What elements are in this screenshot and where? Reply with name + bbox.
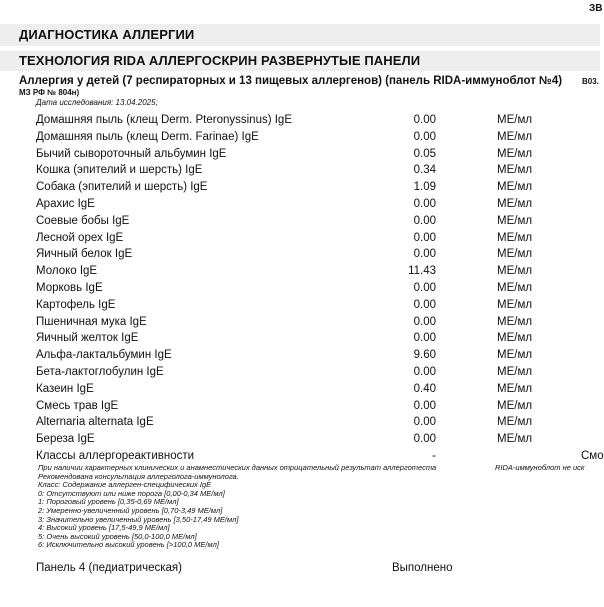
allergen-name: Пшеничная мука IgE <box>36 315 147 328</box>
table-row <box>0 297 600 314</box>
allergen-name: Береза IgE <box>36 433 95 446</box>
result-unit: МЕ/мл <box>497 399 533 412</box>
table-row <box>0 146 600 163</box>
table-row <box>0 112 600 129</box>
result-value: 0.40 <box>413 382 436 395</box>
table-row <box>0 129 600 146</box>
table-row <box>0 431 600 448</box>
allergen-name: Яичный желток IgE <box>36 332 139 345</box>
section-subtitle: ТЕХНОЛОГИЯ RIDA АЛЛЕРГОСКРИН РАЗВЕРНУТЫЕ ПАНЕЛИ <box>19 53 421 68</box>
result-unit: МЕ/мл <box>497 382 533 395</box>
study-date: Дата исследования: 13.04.2025; <box>36 98 158 107</box>
allergen-name: Альфа-лактальбумин IgE <box>36 349 172 362</box>
result-unit: МЕ/мл <box>497 181 533 194</box>
allergen-name: Арахис IgE <box>36 197 95 210</box>
note-line: 3: Значительно увеличенный уровень [3,50-17,49 МЕ/мл] <box>38 514 239 524</box>
result-value: 11.43 <box>408 265 436 278</box>
allergen-name: Кошка (эпителий и шерсть) IgE <box>36 164 203 177</box>
result-unit: МЕ/мл <box>497 130 533 143</box>
note-line: Рекомендована консультация аллерголога-иммунолога. <box>38 471 239 481</box>
note-line: 6: Исключительно высокий уровень [>100,0 МЕ/мл] <box>38 540 219 550</box>
table-row <box>0 364 600 381</box>
result-unit: МЕ/мл <box>497 332 533 345</box>
note-line: 5: Очень высокий уровень [50,0-100,0 МЕ/мл] <box>38 531 197 541</box>
allergen-name: Молоко IgE <box>36 265 98 278</box>
result-value: 0.00 <box>413 315 436 328</box>
table-row <box>0 230 600 247</box>
panel-status-label: Панель 4 (педиатрическая) <box>36 562 182 574</box>
result-value: 0.00 <box>413 214 436 227</box>
classes-extra: Смо <box>581 449 604 462</box>
allergen-name: Морковь IgE <box>36 281 103 294</box>
panel-status-row <box>36 562 600 574</box>
panel-code: В03. <box>582 77 599 86</box>
note-line: 0: Отсутствуют или ниже порога [0,00-0,34 МЕ/мл] <box>38 488 225 498</box>
panel-subtitle: МЗ РФ № 804н) <box>19 88 80 97</box>
result-value: 0.00 <box>413 399 436 412</box>
result-unit: МЕ/мл <box>497 164 533 177</box>
corner-label: ЗВ <box>589 3 603 14</box>
result-unit: МЕ/мл <box>497 248 533 261</box>
result-unit: МЕ/мл <box>497 416 533 429</box>
table-row <box>0 213 600 230</box>
classes-value: - <box>432 449 436 462</box>
result-unit: МЕ/мл <box>497 265 533 278</box>
allergen-name: Alternaria alternata IgE <box>36 416 154 429</box>
result-unit: МЕ/мл <box>497 147 533 160</box>
allergen-name: Картофель IgE <box>36 298 116 311</box>
result-unit: МЕ/мл <box>497 315 533 328</box>
result-value: 0.00 <box>413 114 436 126</box>
note-line: 2: Умеренно-увеличенный уровень [0,70-3,49 МЕ/мл] <box>38 505 223 515</box>
note-line: Класс: Содержание аллерген-специфических IgE <box>38 480 212 490</box>
table-row <box>0 162 600 179</box>
table-row <box>0 398 600 415</box>
result-value: 0.00 <box>413 231 436 244</box>
note-line: 4: Высокий уровень [17,5-49,9 МЕ/мл] <box>38 523 170 533</box>
allergen-name: Домашняя пыль (клещ Derm. Pteronyssinus) IgE <box>36 114 292 126</box>
allergen-name: Соевые бобы IgE <box>36 214 130 227</box>
result-unit: МЕ/мл <box>497 298 533 311</box>
panel-title: Аллергия у детей (7 респираторных и 13 пищевых аллергенов) (панель RIDA-иммуноблот №4) <box>19 75 563 87</box>
allergen-name: Домашняя пыль (клещ Derm. Farinae) IgE <box>36 130 259 143</box>
result-value: 0.00 <box>413 197 436 210</box>
panel-status-value: Выполнено <box>392 562 453 574</box>
result-value: 0.00 <box>413 281 436 294</box>
section-title: ДИАГНОСТИКА АЛЛЕРГИИ <box>19 27 195 42</box>
result-value: 0.00 <box>413 433 436 446</box>
result-value: 0.34 <box>413 164 436 177</box>
table-row <box>0 263 600 280</box>
allergen-name: Яичный белок IgE <box>36 248 133 261</box>
result-value: 0.00 <box>413 365 436 378</box>
result-value: 0.00 <box>413 130 436 143</box>
result-unit: МЕ/мл <box>497 231 533 244</box>
result-value: 9.60 <box>413 349 436 362</box>
result-value: 0.00 <box>413 298 436 311</box>
note-line-1a: При наличии характерных клинических и анамнестических данных отрицательный результат аллерготеста <box>38 463 437 472</box>
result-unit: МЕ/мл <box>497 281 533 294</box>
result-value: 0.00 <box>413 416 436 429</box>
allergen-name: Бычий сывороточный альбумин IgE <box>36 147 227 160</box>
table-row <box>0 347 600 364</box>
allergen-name: Собака (эпителий и шерсть) IgE <box>36 181 208 194</box>
result-unit: МЕ/мл <box>497 114 533 126</box>
table-row <box>0 314 600 331</box>
table-row <box>0 246 600 263</box>
result-unit: МЕ/мл <box>497 365 533 378</box>
table-row <box>0 196 600 213</box>
classes-label: Классы аллергореактивности <box>36 449 195 462</box>
table-row <box>0 179 600 196</box>
table-row <box>0 414 600 431</box>
table-row <box>0 280 600 297</box>
result-unit: МЕ/мл <box>497 214 533 227</box>
result-unit: МЕ/мл <box>497 349 533 362</box>
allergen-name: Казеин IgE <box>36 382 94 395</box>
allergen-name: Бета-лактоглобулин IgE <box>36 365 164 378</box>
note-line: 1: Пороговый уровень [0,35-0,69 МЕ/мл] <box>38 497 179 507</box>
table-row <box>0 330 600 347</box>
allergen-name: Лесной орех IgE <box>36 231 124 244</box>
result-value: 0.00 <box>413 248 436 261</box>
result-unit: МЕ/мл <box>497 197 533 210</box>
interpretation-notes <box>38 463 585 550</box>
note-line-1b: RIDA-иммуноблот не иск <box>495 463 585 472</box>
table-row <box>0 381 600 398</box>
allergen-name: Смесь трав IgE <box>36 399 119 412</box>
result-value: 1.09 <box>413 181 436 194</box>
result-value: 0.05 <box>413 147 436 160</box>
results-table <box>0 112 604 465</box>
result-value: 0.00 <box>413 332 436 345</box>
result-unit: МЕ/мл <box>497 433 533 446</box>
